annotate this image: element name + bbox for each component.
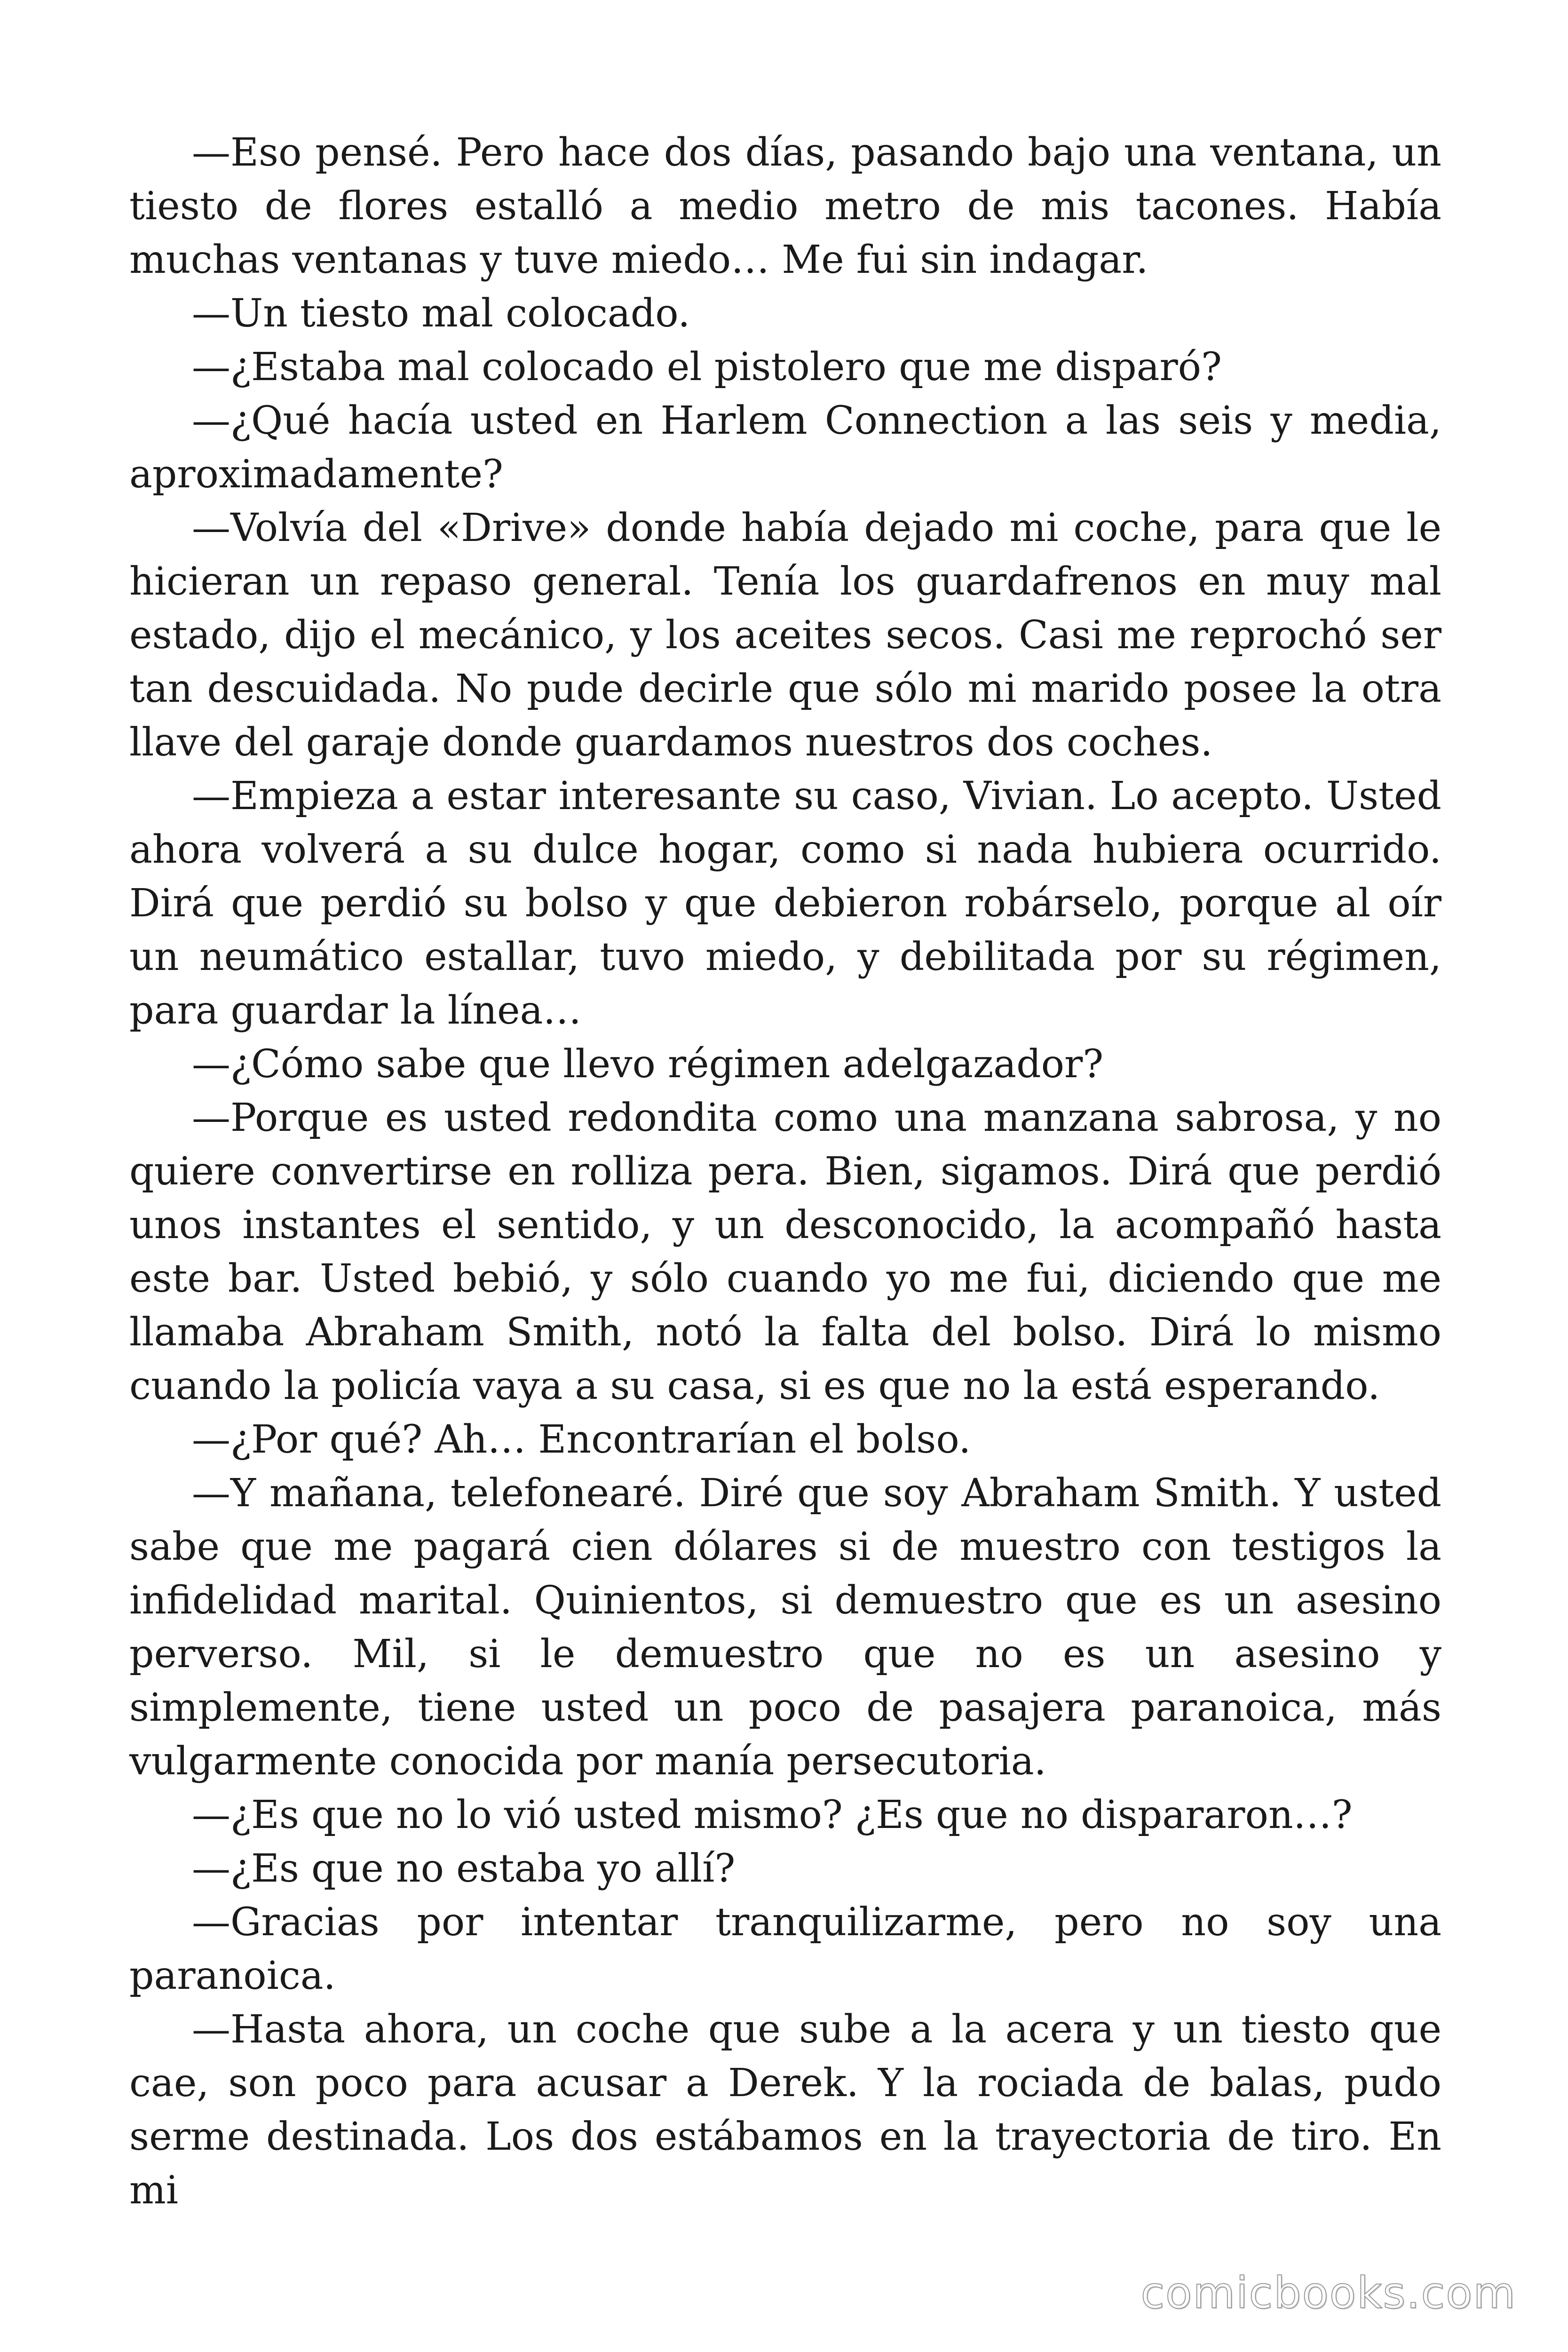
paragraph: —¿Es que no lo vió usted mismo? ¿Es que no dispararon…? <box>192 1793 1353 1837</box>
paragraph: —Empieza a estar interesante su caso, Vivian. Lo acepto. Usted ahora volverá a su dulce hogar, como si nada hubiera ocurrido. Dirá que perdió su bolso y que debieron robárselo, porque al oír un neumático estallar, tuvo miedo, y debilitada por su régimen, para guardar la línea… <box>129 774 1441 1033</box>
paragraph: —Volvía del «Drive» donde había dejado mi coche, para que le hicieran un repaso general. Tenía los guardafrenos en muy mal estado, dijo el mecánico, y los aceites secos. Casi me reprochó ser tan descuidada. No pude decirle que sólo mi marido posee la otra llave del garaje donde guardamos nuestros dos coches. <box>129 506 1441 765</box>
paragraph: —Gracias por intentar tranquilizarme, pero no soy una paranoica. <box>129 1900 1441 1998</box>
paragraph: —¿Estaba mal colocado el pistolero que me disparó? <box>192 345 1222 389</box>
paragraph: —Un tiesto mal colocado. <box>192 291 690 336</box>
paragraph: —Eso pensé. Pero hace dos días, pasando bajo una ventana, un tiesto de flores estalló a medio metro de mis tacones. Había muchas ventanas y tuve miedo… Me fui sin indagar. <box>129 130 1441 282</box>
paragraph: —Porque es usted redondita como una manzana sabrosa, y no quiere convertirse en rolliza pera. Bien, sigamos. Dirá que perdió unos instantes el sentido, y un desconocido, la acompañó hasta este bar. Usted bebió, y sólo cuando yo me fui, diciendo que me llamaba Abraham Smith, notó la falta del bolso. Dirá lo mismo cuando la policía vaya a su casa, si es que no la está esperando. <box>129 1096 1441 1408</box>
paragraph: —Y mañana, telefonearé. Diré que soy Abraham Smith. Y usted sabe que me pagará cien dólares si de muestro con testigos la infidelidad marital. Quinientos, si demuestro que es un asesino perverso. Mil, si le demuestro que no es un asesino y simplemente, tiene usted un poco de pasajera paranoica, más vulgarmente conocida por manía persecutoria. <box>129 1471 1441 1784</box>
paragraph: —¿Es que no estaba yo allí? <box>192 1846 736 1891</box>
paragraph: —¿Qué hacía usted en Harlem Connection a las seis y media, aproximadamente? <box>129 398 1441 497</box>
watermark: comicbooks.com <box>1140 2268 1516 2318</box>
body-text <box>129 126 1441 2217</box>
paragraph: —Hasta ahora, un coche que sube a la acera y un tiesto que cae, son poco para acusar a Derek. Y la rociada de balas, pudo serme destinada. Los dos estábamos en la trayectoria de tiro. En mi <box>129 2007 1441 2213</box>
paragraph: —¿Por qué? Ah… Encontrarían el bolso. <box>192 1417 971 1462</box>
paragraph: —¿Cómo sabe que llevo régimen adelgazador? <box>192 1042 1104 1087</box>
